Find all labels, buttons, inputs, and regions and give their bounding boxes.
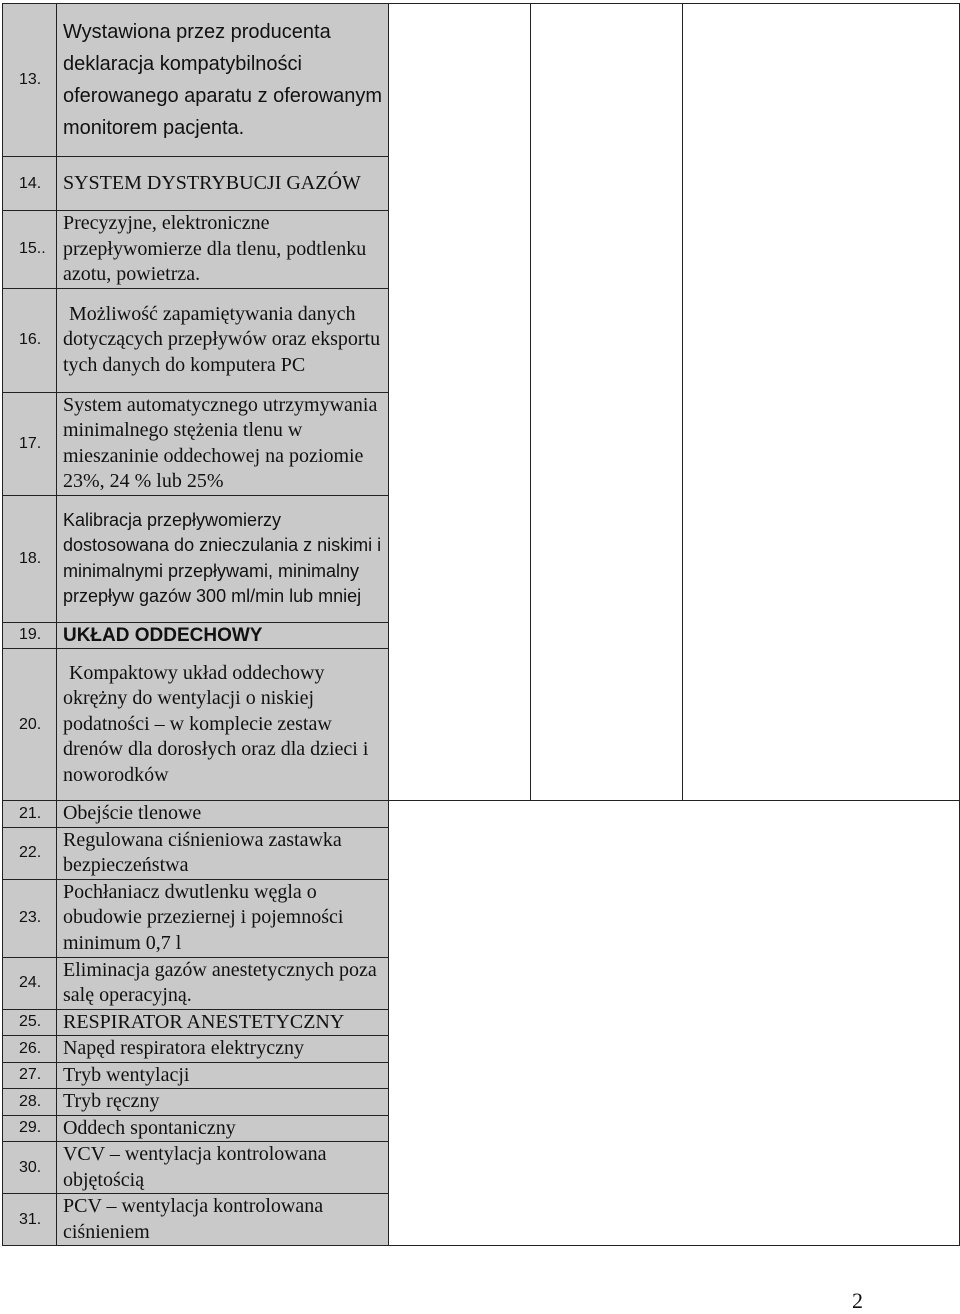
row-description: VCV – wentylacja kontrolowana objętością: [56, 1142, 388, 1194]
row-description: Eliminacja gazów anestetycznych poza salę operacyjną.: [56, 957, 388, 1009]
row-description: Regulowana ciśnieniowa zastawka bezpieczeństwa: [56, 827, 388, 879]
row-number: 18.: [3, 495, 57, 622]
row-description: Pochłaniacz dwutlenku węgla o obudowie przeziernej i pojemności minimum 0,7 l: [56, 879, 388, 957]
specification-table: [2, 3, 960, 1246]
row-number: 17.: [3, 392, 57, 495]
row-number: 14.: [3, 157, 57, 211]
row-number: 22.: [3, 827, 57, 879]
row-number: 16.: [3, 288, 57, 392]
row-number: 28.: [3, 1089, 57, 1116]
row-description: PCV – wentylacja kontrolowana ciśnieniem: [56, 1194, 388, 1246]
row-description: SYSTEM DYSTRYBUCJI GAZÓW: [56, 157, 388, 211]
row-number: 23.: [3, 879, 57, 957]
empty-cell: [388, 4, 530, 801]
row-number: 31.: [3, 1194, 57, 1246]
row-description: Obejście tlenowe: [56, 801, 388, 828]
row-description: Napęd respiratora elektryczny: [56, 1036, 388, 1063]
row-description: Wystawiona przez producenta deklaracja kompatybilności oferowanego aparatu z oferowanym monitorem pacjenta.: [56, 4, 388, 157]
row-number: 19.: [3, 622, 57, 649]
row-number: 29.: [3, 1115, 57, 1142]
row-description: System automatycznego utrzymywania minimalnego stężenia tlenu w mieszaninie oddechowej na poziomie 23%, 24 % lub 25%: [56, 392, 388, 495]
row-description: Tryb wentylacji: [56, 1062, 388, 1089]
table-row: [3, 4, 960, 157]
row-description: Precyzyjne, elektroniczne przepływomierze dla tlenu, podtlenku azotu, powietrza.: [56, 211, 388, 289]
row-description: Kompaktowy układ oddechowy okrężny do wentylacji o niskiej podatności – w komplecie zestaw drenów dla dorosłych oraz dla dzieci i noworodków: [56, 649, 388, 801]
row-description: Kalibracja przepływomierzy dostosowana do znieczulania z niskimi i minimalnymi przepływami, minimalny przepływ gazów 300 ml/min lub mniej: [56, 495, 388, 622]
row-number: 21.: [3, 801, 57, 828]
row-number: 13.: [3, 4, 57, 157]
empty-cell: [388, 801, 959, 1246]
row-number: 30.: [3, 1142, 57, 1194]
row-description: Oddech spontaniczny: [56, 1115, 388, 1142]
row-number: 15..: [3, 211, 57, 289]
row-description: UKŁAD ODDECHOWY: [56, 622, 388, 649]
row-description: RESPIRATOR ANESTETYCZNY: [56, 1009, 388, 1036]
table-row: [3, 801, 960, 828]
page-number: 2: [852, 1288, 863, 1313]
row-number: 27.: [3, 1062, 57, 1089]
empty-cell: [683, 4, 960, 801]
row-number: 20.: [3, 649, 57, 801]
row-number: 25.: [3, 1009, 57, 1036]
row-description: Możliwość zapamiętywania danych dotyczących przepływów oraz eksportu tych danych do komputera PC: [56, 288, 388, 392]
row-description: Tryb ręczny: [56, 1089, 388, 1116]
row-number: 24.: [3, 957, 57, 1009]
empty-cell: [530, 4, 683, 801]
row-number: 26.: [3, 1036, 57, 1063]
